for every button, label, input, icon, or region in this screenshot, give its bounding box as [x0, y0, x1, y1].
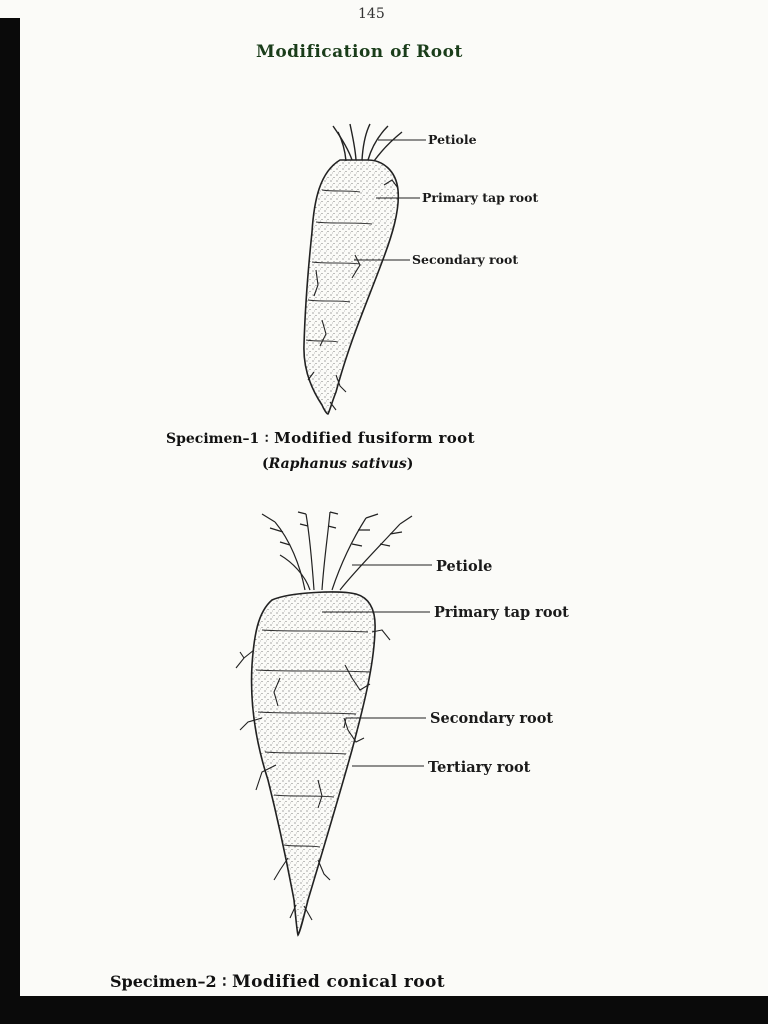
sci-name: Raphanus sativus	[268, 456, 407, 472]
radish-petioles	[333, 124, 402, 161]
label-secondary-root-1: Secondary root	[412, 252, 519, 267]
page-number: 145	[358, 6, 385, 22]
caption-2-name: Modified conical root	[231, 972, 445, 992]
caption-1-separator: ∶	[264, 431, 269, 447]
caption-specimen-2	[110, 972, 445, 992]
page-title: Modification of Root	[256, 42, 463, 62]
label-primary-tap-root-1: Primary tap root	[422, 190, 539, 205]
sci-open-paren: (	[262, 456, 269, 472]
sci-close-paren: )	[406, 456, 414, 472]
carrot-leaves	[262, 512, 412, 590]
label-secondary-root-2: Secondary root	[430, 710, 554, 727]
caption-2-prefix: Specimen–2	[110, 972, 217, 991]
scientific-name-1	[262, 456, 413, 472]
carrot-root-body	[252, 592, 376, 935]
label-primary-tap-root-2: Primary tap root	[434, 604, 569, 621]
radish-drawing	[304, 124, 426, 414]
label-petiole-2: Petiole	[436, 558, 493, 575]
label-tertiary-root-2: Tertiary root	[428, 759, 531, 776]
caption-1-prefix: Specimen–1	[166, 431, 260, 447]
carrot-drawing	[236, 512, 432, 935]
caption-1-name: Modified fusiform root	[274, 429, 475, 447]
caption-specimen-1	[166, 428, 475, 447]
label-petiole-1: Petiole	[428, 132, 477, 147]
caption-2-separator: ∶	[222, 972, 227, 991]
